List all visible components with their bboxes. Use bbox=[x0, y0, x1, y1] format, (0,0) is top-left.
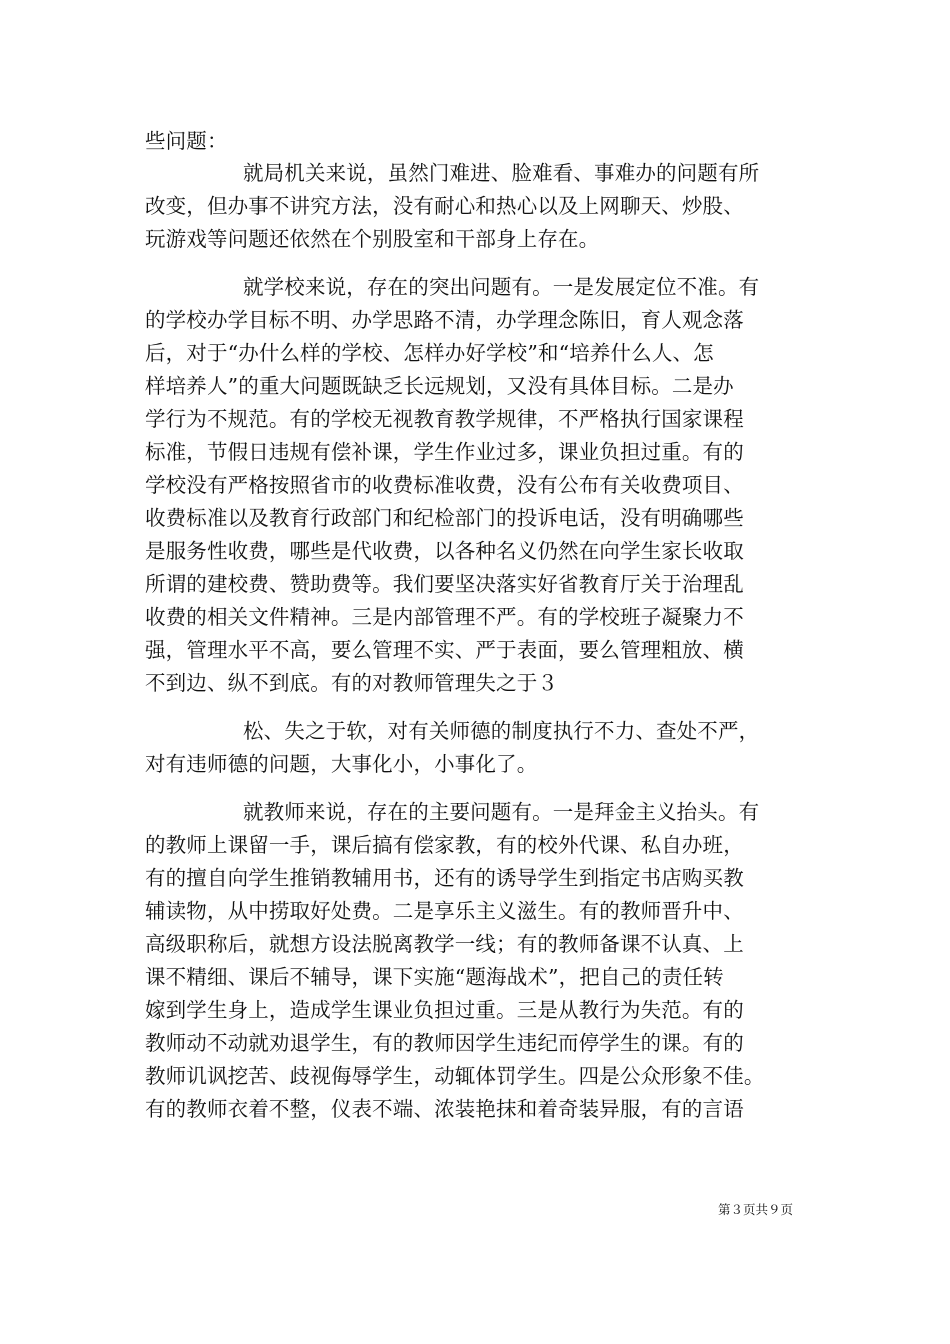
text-line: 有的教师衣着不整，仪表不端、浓装艳抹和着奇装异服，有的言语 bbox=[145, 1097, 744, 1121]
text-line: 后，对于“办什么样的学校、怎样办好学校”和“培养什么人、怎 bbox=[145, 341, 714, 365]
text-line: 的教师上课留一手，课后搞有偿家教，有的校外代课、私自办班， bbox=[145, 833, 744, 857]
paragraph-start: 就局机关来说，虽然门难进、脸难看、事难办的问题有所 bbox=[243, 161, 760, 185]
text-line: 学行为不规范。有的学校无视教育教学规律，不严格执行国家课程 bbox=[145, 407, 744, 431]
text-line: 标准，节假日违规有偿补课，学生作业过多，课业负担过重。有的 bbox=[145, 440, 744, 464]
text-line: 课不精细、课后不辅导，课下实施“题海战术”，把自己的责任转 bbox=[145, 965, 724, 989]
paragraph-continuation: 松、失之于软，对有关师德的制度执行不力、查处不严， bbox=[243, 719, 760, 743]
text-line: 嫁到学生身上，造成学生课业负担过重。三是从教行为失范。有的 bbox=[145, 998, 744, 1022]
text-line: 玩游戏等问题还依然在个别股室和干部身上存在。 bbox=[145, 227, 600, 251]
text-line: 对有违师德的问题，大事化小，小事化了。 bbox=[145, 752, 538, 776]
text-line: 教师讥讽挖苦、歧视侮辱学生，动辄体罚学生。四是公众形象不佳。 bbox=[145, 1064, 765, 1088]
text-line: 所谓的建校费、赞助费等。我们要坚决落实好省教育厅关于治理乱 bbox=[145, 572, 744, 596]
text-line: 收费的相关文件精神。三是内部管理不严。有的学校班子凝聚力不 bbox=[145, 605, 744, 629]
text-line: 是服务性收费，哪些是代收费，以各种名义仍然在向学生家长收取 bbox=[145, 539, 744, 563]
text-line: 些问题： bbox=[145, 129, 228, 153]
text-line: 收费标准以及教育行政部门和纪检部门的投诉电话，没有明确哪些 bbox=[145, 506, 744, 530]
paragraph-start: 就教师来说，存在的主要问题有。一是拜金主义抬头。有 bbox=[243, 800, 760, 824]
text-line: 的学校办学目标不明、办学思路不清，办学理念陈旧，育人观念落 bbox=[145, 308, 744, 332]
text-line: 辅读物，从中捞取好处费。二是享乐主义滋生。有的教师晋升中、 bbox=[145, 899, 744, 923]
text-line: 有的擅自向学生推销教辅用书，还有的诱导学生到指定书店购买教 bbox=[145, 866, 744, 890]
text-line: 学校没有严格按照省市的收费标准收费，没有公布有关收费项目、 bbox=[145, 473, 744, 497]
text-line: 高级职称后，就想方设法脱离教学一线；有的教师备课不认真、上 bbox=[145, 932, 744, 956]
text-line: 教师动不动就劝退学生，有的教师因学生违纪而停学生的课。有的 bbox=[145, 1031, 744, 1055]
text-line: 改变，但办事不讲究方法，没有耐心和热心以及上网聊天、炒股、 bbox=[145, 194, 744, 218]
paragraph-start: 就学校来说，存在的突出问题有。一是发展定位不准。有 bbox=[243, 275, 760, 299]
text-line: 强，管理水平不高，要么管理不实、严于表面，要么管理粗放、横 bbox=[145, 638, 744, 662]
text-line: 不到边、纵不到底。有的对教师管理失之于３ bbox=[145, 671, 558, 695]
page-number: 第３页共９页 bbox=[718, 1202, 794, 1217]
text-line: 样培养人”的重大问题既缺乏长远规划，又没有具体目标。二是办 bbox=[145, 374, 734, 398]
